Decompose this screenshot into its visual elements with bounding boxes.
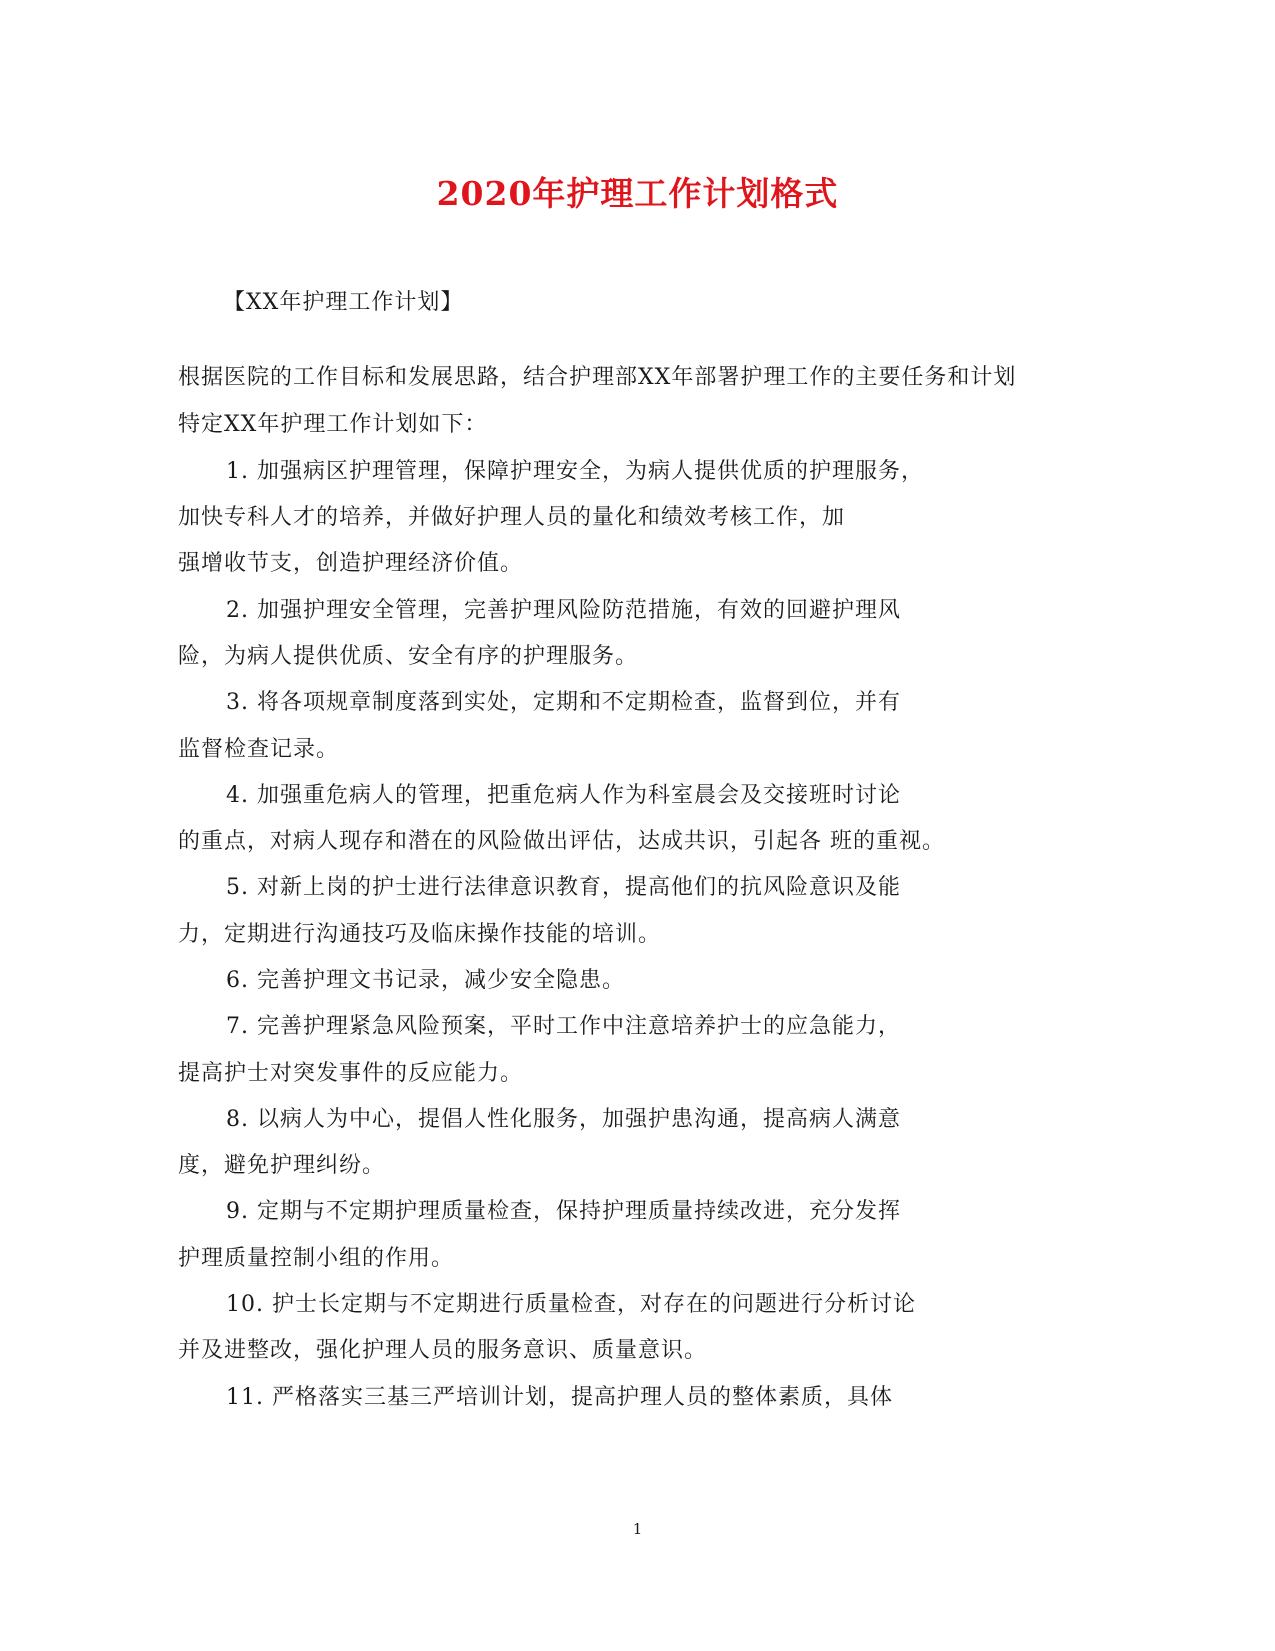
list-item-line: 9. 定期与不定期护理质量检查，保持护理质量持续改进，充分发挥 <box>226 1199 901 1224</box>
list-item-line: 8. 以病人为中心，提倡人性化服务，加强护患沟通，提高病人满意 <box>226 1107 901 1132</box>
list-item-line: 加快专科人才的培养，并做好护理人员的量化和绩效考核工作，加 <box>178 505 846 530</box>
list-item-line: 3. 将各项规章制度落到实处，定期和不定期检查，监督到位，并有 <box>226 690 901 715</box>
list-item-line: 度，避免护理纠纷。 <box>178 1153 386 1178</box>
list-item-line: 4. 加强重危病人的管理，把重危病人作为科室晨会及交接班时讨论 <box>226 783 901 808</box>
list-item-line: 并及进整改，强化护理人员的服务意识、质量意识。 <box>178 1338 708 1363</box>
list-item-line: 提高护士对突发事件的反应能力。 <box>178 1061 524 1086</box>
list-item-line: 10. 护士长定期与不定期进行质量检查，对存在的问题进行分析讨论 <box>226 1292 916 1317</box>
list-item-line: 监督检查记录。 <box>178 737 340 762</box>
list-item-line: 7. 完善护理紧急风险预案，平时工作中注意培养护士的应急能力， <box>226 1014 901 1039</box>
list-item-line: 2. 加强护理安全管理，完善护理风险防范措施，有效的回避护理风 <box>226 598 901 623</box>
list-item-line: 5. 对新上岗的护士进行法律意识教育，提高他们的抗风险意识及能 <box>226 875 901 900</box>
list-item-line: 险，为病人提供优质、安全有序的护理服务。 <box>178 644 639 669</box>
intro-line: 根据医院的工作目标和发展思路，结合护理部XX年部署护理工作的主要任务和计划 <box>178 365 1017 390</box>
list-item-line: 1. 加强病区护理管理，保障护理安全，为病人提供优质的护理服务， <box>226 459 924 484</box>
page-number: 1 <box>632 1520 643 1538</box>
list-item-line: 的重点，对病人现存和潜在的风险做出评估，达成共识，引起各 班的重视。 <box>178 829 945 854</box>
list-item-line: 11. 严格落实三基三严培训计划，提高护理人员的整体素质，具体 <box>226 1385 893 1410</box>
list-item-line: 6. 完善护理文书记录，减少安全隐患。 <box>226 968 625 993</box>
section-heading: 【XX年护理工作计划】 <box>223 290 464 315</box>
document-title: 2020年护理工作计划格式 <box>436 174 839 213</box>
list-item-line: 力，定期进行沟通技巧及临床操作技能的培训。 <box>178 922 662 947</box>
list-item-line: 护理质量控制小组的作用。 <box>178 1246 455 1271</box>
list-item-line: 强增收节支，创造护理经济价值。 <box>178 551 524 576</box>
intro-line: 特定XX年护理工作计划如下： <box>178 412 488 437</box>
